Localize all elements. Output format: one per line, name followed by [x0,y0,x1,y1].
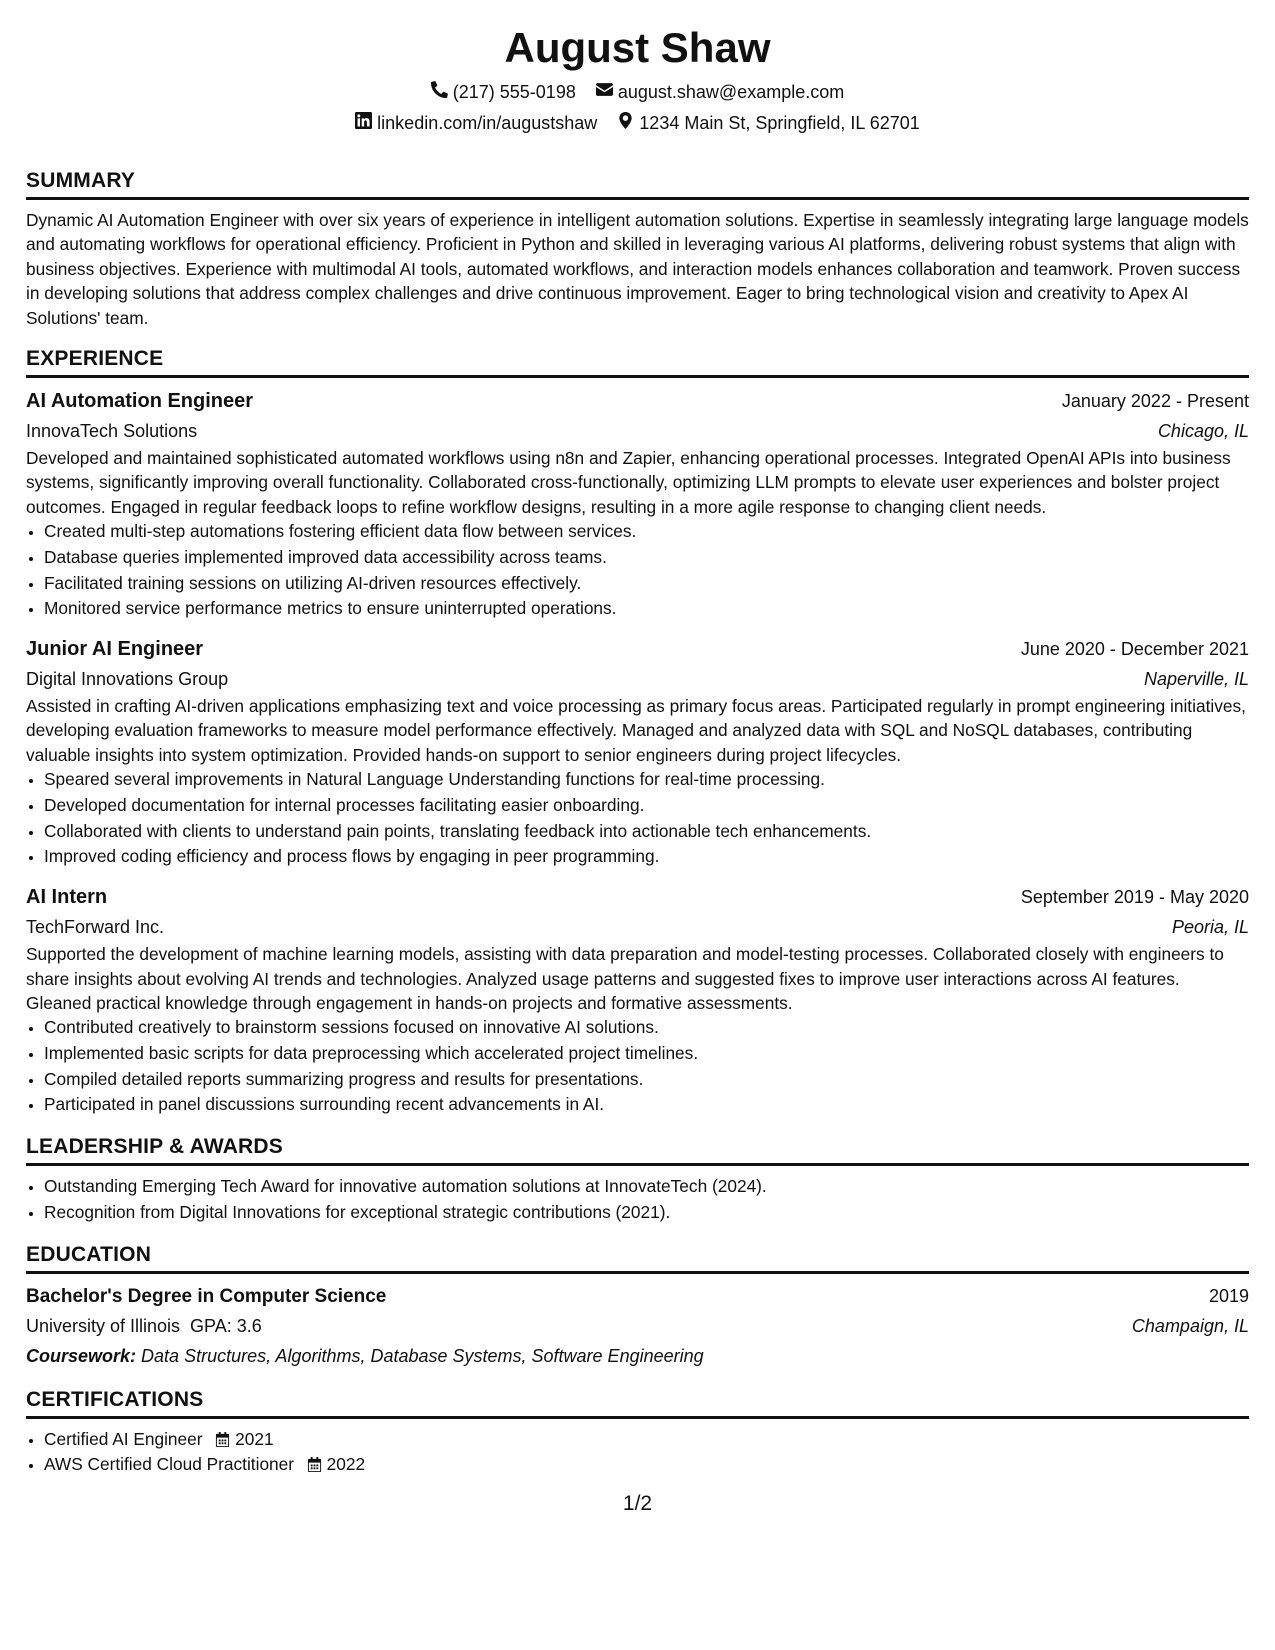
job-dates: January 2022 - Present [1061,391,1249,412]
list-item: • Outstanding Emerging Tech Award for innovative automation solutions at InnovateTech (2024). [44,1174,1249,1200]
job-bullets [26,1015,1249,1118]
section-divider [26,197,1249,200]
resume-header [26,0,1249,135]
job-title: AI Automation Engineer [26,390,254,413]
job-location: Chicago, IL [1157,421,1249,442]
job-location: Peoria, IL [1171,917,1249,938]
certifications-list [26,1427,1249,1478]
linkedin-contact [355,111,597,135]
job-header-row [26,882,1249,912]
certification-year: 2021 [235,1428,274,1449]
job-bullets [26,767,1249,870]
job-header-row [26,386,1249,416]
contact-row-2 [26,111,1249,135]
linkedin-icon [355,111,372,135]
page-number: 1/2 [622,1492,653,1515]
experience-section [26,346,1249,1118]
job-company-row [26,664,1249,694]
education-degree-row [26,1282,1249,1311]
job-dates: June 2020 - December 2021 [1020,639,1249,660]
section-divider [26,1271,1249,1274]
coursework [26,1341,1249,1371]
graduation-year: 2019 [1208,1285,1249,1306]
summary-section [26,168,1249,330]
certifications-section [26,1387,1249,1478]
certification-name: Certified AI Engineer [44,1428,203,1449]
company-name: Digital Innovations Group [26,669,229,690]
awards-section [26,1134,1249,1225]
job-location: Naperville, IL [1143,669,1249,690]
list-item: • Improved coding efficiency and process flows by engaging in peer programming. [44,844,1249,870]
company-name: TechForward Inc. [26,917,165,938]
job-description: Developed and maintained sophisticated automated workflows using n8n and Zapier, enhancing operational processes. Integrated OpenAI APIs into business systems, significantly improving overall functionality. Collaborated cross-functionally, optimizing LLM prompts to elevate user experiences and bolster project outcomes. Engaged in regular feedback loops to refine workflow designs, resulting in a more agile response to changing client needs. [26,448,1231,517]
job-entry [26,386,1249,622]
candidate-name: August Shaw [504,24,771,71]
section-title: EDUCATION [26,1242,152,1266]
certification-year: 2022 [326,1454,366,1475]
awards-list [26,1174,1249,1225]
job-header-row [26,634,1249,664]
list-item: • Participated in panel discussions surrounding recent advancements in AI. [44,1092,1249,1118]
email-address[interactable]: august.shaw@example.com [617,82,845,102]
list-item: • Monitored service performance metrics to ensure uninterrupted operations. [44,596,1249,622]
job-dates: September 2019 - May 2020 [1020,887,1249,908]
list-item: • Contributed creatively to brainstorm sessions focused on innovative AI solutions. [44,1015,1249,1041]
job-entry [26,882,1249,1118]
school-info [26,1312,262,1341]
address-text: 1234 Main St, Springfield, IL 62701 [639,113,920,133]
phone-contact [431,80,576,104]
envelope-icon [596,80,613,104]
school-name: University of Illinois [26,1315,181,1336]
phone-icon [431,80,448,104]
list-item: • Facilitated training sessions on utilizing AI-driven resources effectively. [44,571,1249,597]
resume-page [26,0,1249,1478]
job-title: AI Intern [26,886,108,909]
list-item [44,1427,1249,1453]
calendar-icon [307,1454,322,1474]
section-title: EXPERIENCE [26,347,164,371]
job-company-row [26,416,1249,446]
coursework-list: Data Structures, Algorithms, Database Systems, Software Engineering [141,1345,704,1366]
education-section [26,1242,1249,1371]
section-divider [26,375,1249,378]
map-pin-icon [617,111,634,135]
job-bullets [26,519,1249,622]
contact-row-1 [26,80,1249,104]
degree-name: Bachelor's Degree in Computer Science [26,1285,387,1307]
calendar-icon [215,1429,230,1449]
section-divider [26,1163,1249,1166]
list-item: • Implemented basic scripts for data preprocessing which accelerated project timelines. [44,1041,1249,1067]
gpa: GPA: 3.6 [190,1315,262,1336]
list-item: • Compiled detailed reports summarizing progress and results for presentations. [44,1067,1249,1093]
job-entry [26,634,1249,870]
job-description: Assisted in crafting AI-driven applications emphasizing text and voice processing as primary focus areas. Participated regularly in prompt engineering initiatives, developing evaluation frameworks to measure model performance effectively. Managed and analyzed data with SQL and NoSQL databases, contributing valuable insights into system optimization. Provided hands-on support to senior engineers during project lifecycles. [26,696,1246,765]
school-location: Champaign, IL [1131,1315,1249,1336]
section-title: LEADERSHIP & AWARDS [26,1135,283,1159]
coursework-label: Coursework: [26,1345,137,1366]
company-name: InnovaTech Solutions [26,421,198,442]
section-divider [26,1416,1249,1419]
email-contact [596,80,844,104]
section-title: SUMMARY [26,169,136,192]
list-item: • Recognition from Digital Innovations for exceptional strategic contributions (2021). [44,1200,1249,1226]
list-item: • Collaborated with clients to understand pain points, translating feedback into actionable tech enhancements. [44,819,1249,845]
certification-name: AWS Certified Cloud Practitioner [44,1454,295,1475]
job-title: Junior AI Engineer [26,638,204,661]
phone-number[interactable]: (217) 555-0198 [452,82,576,102]
summary-text: Dynamic AI Automation Engineer with over six years of experience in intelligent automation solutions. Expertise in seamlessly integrating large language models and automating workflows for operational efficiency. Proficient in Python and skilled in leveraging various AI platforms, delivering robust systems that align with business objectives. Experience with multimodal AI tools, automated workflows, and interaction models enhances collaboration and teamwork. Proven success in developing solutions that address complex challenges and drive continuous improvement. Eager to bring technological vision and creativity to Apex AI Solutions' team. [26,210,1249,328]
address-contact [617,111,920,135]
section-title: CERTIFICATIONS [26,1387,204,1411]
job-description: Supported the development of machine learning models, assisting with data preparation and model-testing processes. Collaborated closely with engineers to share insights about evolving AI trends and technologies. Analyzed usage patterns and suggested fixes to improve user interactions across AI features. Gleaned practical knowledge through engagement in hands-on projects and formative assessments. [26,944,1224,1013]
list-item: • Database queries implemented improved data accessibility across teams. [44,545,1249,571]
list-item: • Speared several improvements in Natural Language Understanding functions for real-time processing. [44,767,1249,793]
job-company-row [26,912,1249,942]
linkedin-url[interactable]: linkedin.com/in/augustshaw [377,113,598,133]
list-item: • Developed documentation for internal processes facilitating easier onboarding. [44,793,1249,819]
education-school-row [26,1311,1249,1341]
list-item [44,1452,1249,1478]
list-item: • Created multi-step automations fostering efficient data flow between services. [44,519,1249,545]
